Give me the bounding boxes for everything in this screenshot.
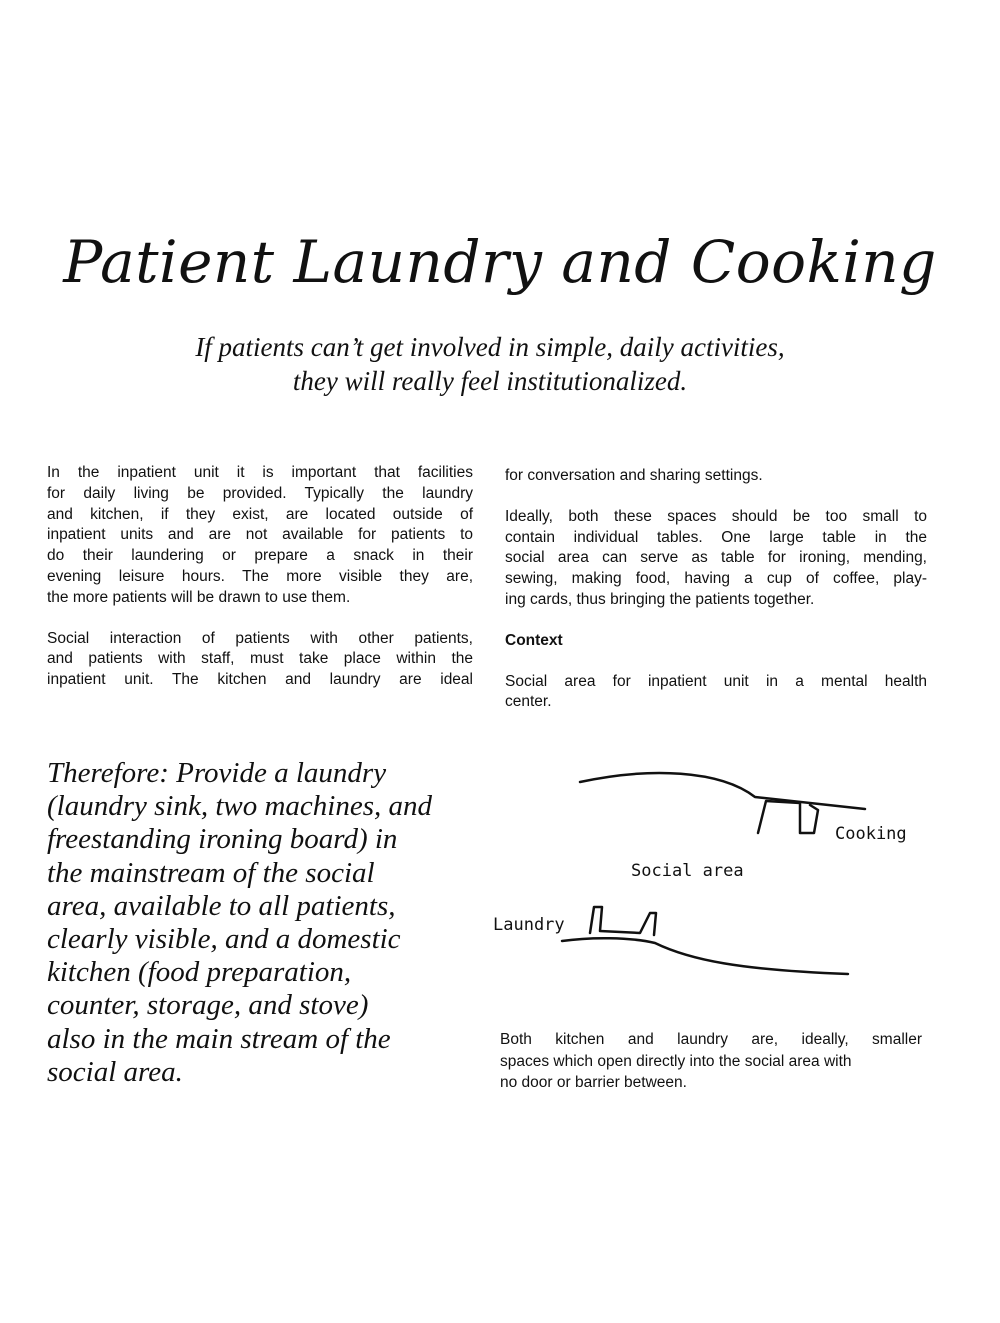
subtitle-line: If patients can’t get involved in simple, daily activities,	[195, 332, 785, 362]
right-column	[505, 466, 927, 733]
paragraph-facilities	[47, 463, 473, 609]
subtitle	[60, 330, 920, 398]
cooking-label: Cooking	[835, 824, 907, 844]
text-line: sewing, making food, having a cup of coffee, play-	[505, 570, 927, 588]
laundry-outline	[590, 907, 656, 935]
paragraph-conversation	[505, 466, 927, 487]
caption-line: no door or barrier between.	[500, 1074, 687, 1091]
text-line: contain individual tables. One large table in the	[505, 528, 927, 546]
text-line: center.	[505, 693, 552, 711]
statement-line: also in the main stream of the	[47, 1022, 391, 1055]
caption-line: spaces which open directly into the social area with	[500, 1052, 852, 1070]
diagram-caption	[500, 1029, 922, 1094]
statement-line: freestanding ironing board) in	[47, 823, 398, 856]
text-line: Ideally, both these spaces should be too small to	[505, 507, 927, 525]
bottom-wall-line	[562, 938, 848, 974]
text-line: inpatient units and are not available for patients to	[47, 526, 473, 544]
therefore-statement	[47, 757, 507, 1089]
floor-plan-diagram	[480, 755, 940, 995]
top-wall-line	[580, 773, 865, 809]
paragraph-ideally	[505, 507, 927, 611]
paragraph-context	[505, 672, 927, 714]
kitchen-outline	[758, 801, 818, 833]
statement-line: (laundry sink, two machines, and	[47, 790, 433, 823]
text-line: the more patients will be drawn to use them.	[47, 588, 351, 606]
paragraph-social-interaction	[47, 629, 473, 691]
statement-line: social area.	[47, 1055, 183, 1088]
left-column	[47, 463, 473, 711]
social-area-label: Social area	[631, 861, 744, 881]
text-line: ing cards, thus bringing the patients together.	[505, 590, 815, 608]
statement-line: kitchen (food preparation,	[47, 956, 352, 989]
caption-line: Both kitchen and laundry are, ideally, smaller	[500, 1031, 922, 1048]
statement-line: area, available to all patients,	[47, 889, 396, 922]
text-line: Social area for inpatient unit in a mental health	[505, 672, 927, 690]
floor-plan-sketch	[480, 755, 940, 995]
laundry-label: Laundry	[493, 915, 565, 935]
statement-line: Therefore: Provide a laundry	[47, 757, 387, 789]
text-line: and patients with staff, must take place within the	[47, 650, 473, 668]
text-line: do their laundering or prepare a snack in their	[47, 547, 473, 565]
text-line: for conversation and sharing settings.	[505, 467, 763, 484]
text-line: evening leisure hours. The more visible they are,	[47, 567, 473, 585]
statement-line: clearly visible, and a domestic	[47, 923, 401, 956]
text-line: social area can serve as table for ironing, mending,	[505, 549, 927, 567]
text-line: Social interaction of patients with other patients,	[47, 629, 473, 647]
statement-line: the mainstream of the social	[47, 856, 375, 889]
text-line: In the inpatient unit it is important that facilities	[47, 464, 473, 481]
context-heading: Context	[505, 631, 563, 649]
text-line: inpatient unit. The kitchen and laundry are ideal	[47, 671, 473, 689]
statement-line: counter, storage, and stove)	[47, 989, 369, 1022]
subtitle-line: they will really feel institutionalized.	[292, 366, 688, 396]
text-line: and kitchen, if they exist, are located outside of	[47, 505, 473, 523]
text-line: for daily living be provided. Typically the laundry	[47, 484, 473, 502]
page-title: Patient Laundry and Cooking	[63, 228, 937, 296]
